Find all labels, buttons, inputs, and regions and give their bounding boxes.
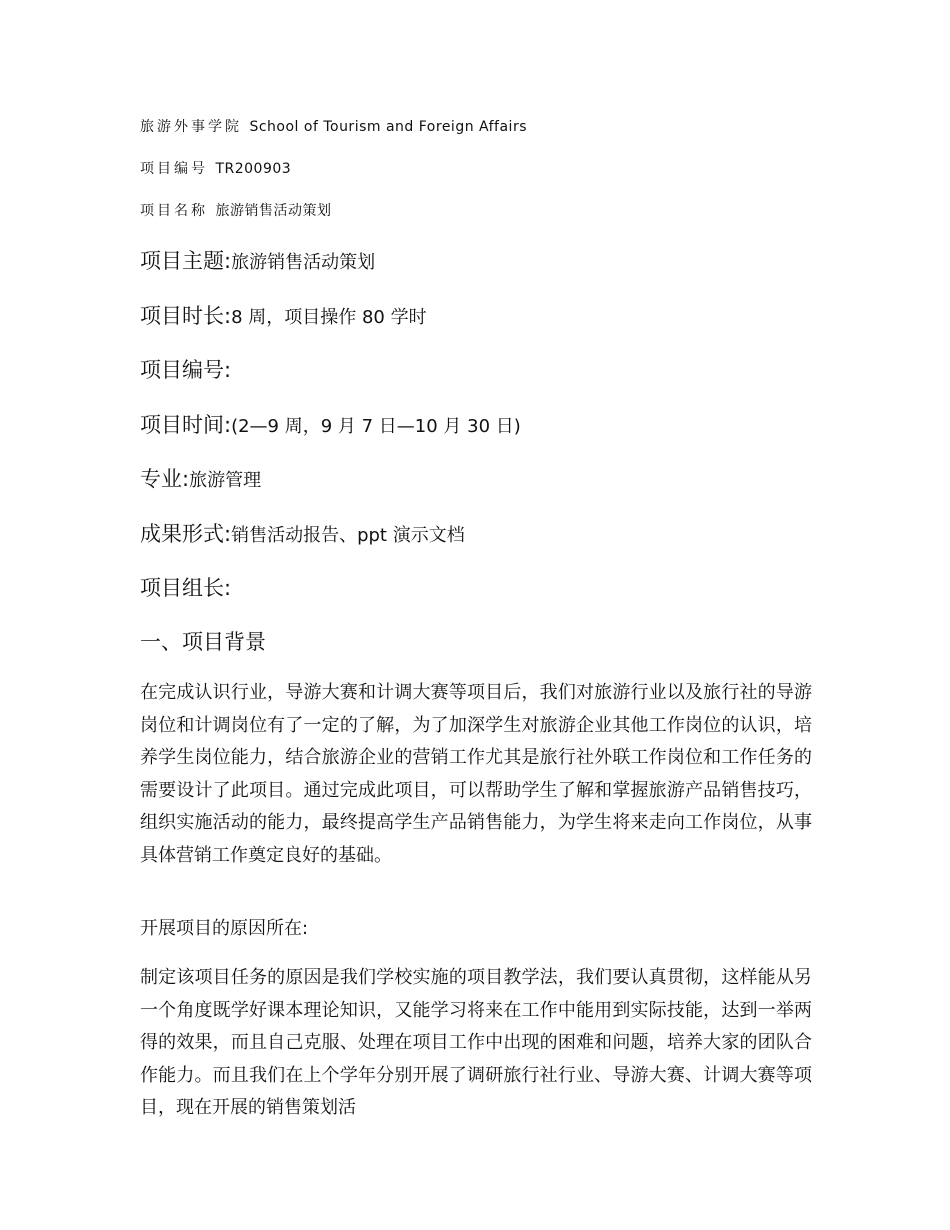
field-value: 8 周，项目操作 80 学时 xyxy=(231,307,427,328)
field-project-duration xyxy=(140,301,427,333)
school-label: 旅游外事学院 xyxy=(140,119,242,135)
field-label: 项目时间: xyxy=(140,413,232,437)
field-label: 成果形式: xyxy=(140,522,232,546)
project-number-value: TR200903 xyxy=(215,161,292,177)
field-value: (2—9 周，9 月 7 日—10 月 30 日) xyxy=(231,416,521,437)
field-deliverables xyxy=(140,519,465,551)
field-label: 项目编号: xyxy=(140,358,232,382)
field-value: 旅游销售活动策划 xyxy=(231,252,376,273)
project-name-label: 项目名称 xyxy=(140,203,208,219)
field-project-number xyxy=(140,355,231,387)
reason-label: 开展项目的原因所在: xyxy=(140,918,309,939)
background-paragraph: 在完成认识行业，导游大赛和计调大赛等项目后，我们对旅游行业以及旅行社的导游岗位和计调岗位有了一定的了解，为了加深学生对旅游企业其他工作岗位的认识，培养学生岗位能力，结合旅游企业的营销工作尤其是旅行社外联工作岗位和工作任务的需要设计了此项目。通过完成此项目，可以帮助学生了解和掌握旅游产品销售技巧，组织实施活动的能力，最终提高学生产品销售能力，为学生将来走向工作岗位，从事具体营销工作奠定良好的基础。 xyxy=(140,682,812,866)
project-number-label: 项目编号 xyxy=(140,161,208,177)
school-line xyxy=(140,117,527,137)
field-value: 销售活动报告、ppt 演示文档 xyxy=(231,525,465,546)
reason-paragraph: 制定该项目任务的原因是我们学校实施的项目教学法，我们要认真贯彻，这样能从另一个角度既学好课本理论知识，又能学习将来在工作中能用到实际技能，达到一举两得的效果，而且自己克服、处理在项目工作中出现的困难和问题，培养大家的团队合作能力。而且我们在上个学年分别开展了调研旅行社行业、导游大赛、计调大赛等项目，现在开展的销售策划活 xyxy=(140,967,812,1118)
field-value: 旅游管理 xyxy=(189,470,262,491)
school-english-name: School of Tourism and Foreign Affairs xyxy=(249,119,527,135)
field-major xyxy=(140,464,261,496)
field-label: 项目主题: xyxy=(140,249,232,273)
field-label: 项目时长: xyxy=(140,304,232,328)
field-project-theme xyxy=(140,246,375,278)
field-label: 项目组长: xyxy=(140,576,232,600)
project-name-line xyxy=(140,201,331,221)
field-project-time xyxy=(140,410,521,442)
field-label: 专业: xyxy=(140,467,190,491)
field-team-leader xyxy=(140,573,231,605)
project-name-value: 旅游销售活动策划 xyxy=(215,203,332,219)
project-number-line xyxy=(140,159,291,179)
section-heading-background: 一、项目背景 xyxy=(140,630,266,654)
